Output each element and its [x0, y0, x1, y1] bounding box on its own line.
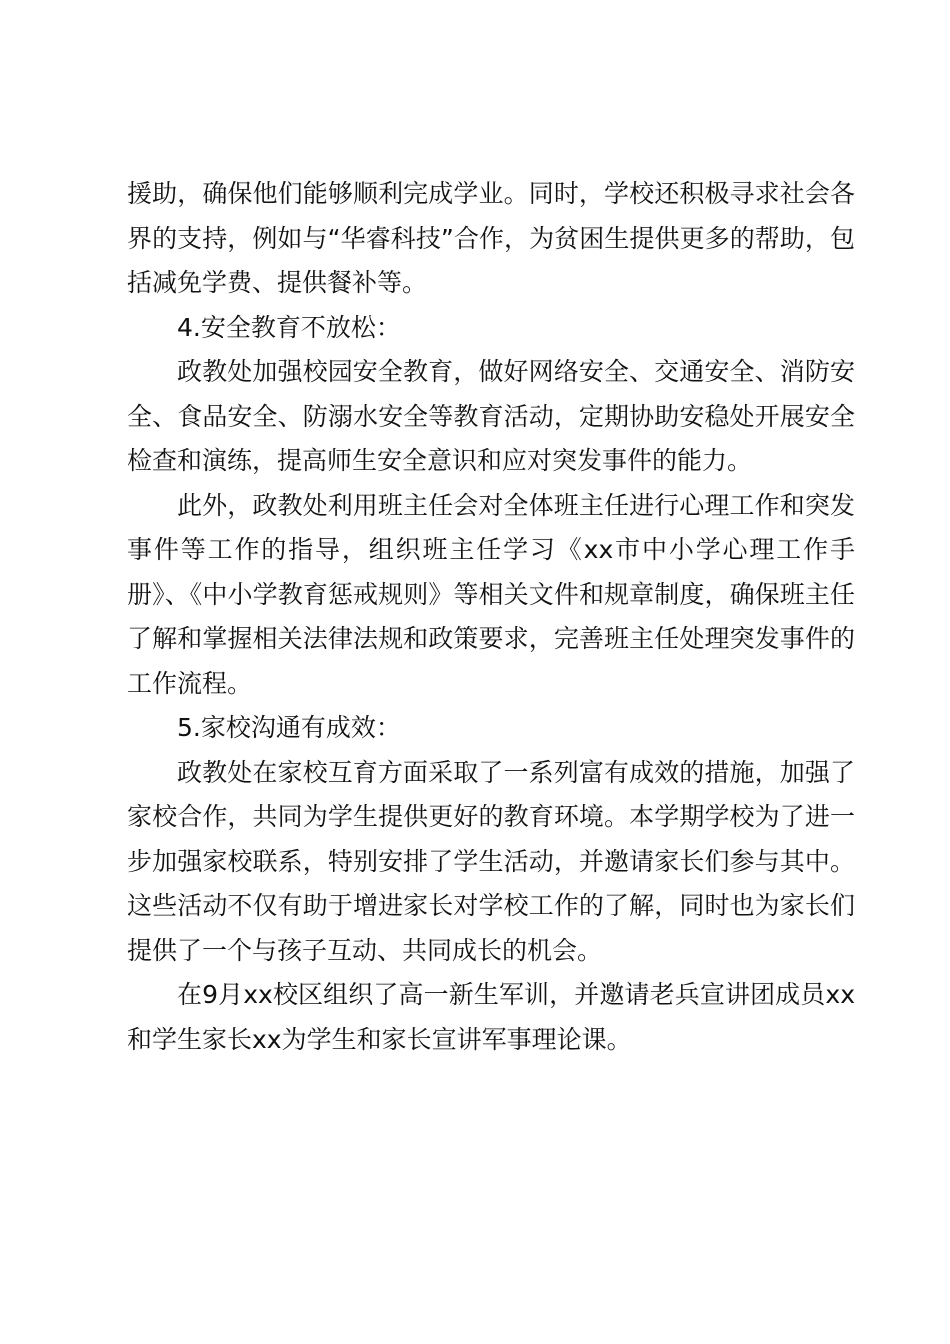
paragraph-military-training: 在9月xx校区组织了高一新生军训，并邀请老兵宣讲团成员xx和学生家长xx为学生和家长宣讲军事理论课。 — [127, 980, 855, 1054]
section-heading-safety-education: 4.安全教育不放松： — [177, 312, 401, 342]
paragraph-home-school: 政教处在家校互育方面采取了一系列富有成效的措施，加强了家校合作，共同为学生提供更好的教育环境。本学期学校为了进一步加强家校联系，特别安排了学生活动，并邀请家长们参与其中。这些活动不仅有助于增进家长对学校工作的了解，同时也为家长们提供了一个与孩子互动、共同成长的机会。 — [127, 757, 855, 965]
paragraph-continuation: 援助，确保他们能够顺利完成学业。同时，学校还积极寻求社会各界的支持，例如与“华睿科技”合作，为贫困生提供更多的帮助，包括减免学费、提供餐补等。 — [127, 179, 855, 297]
paragraph-teacher-guidance: 此外，政教处利用班主任会对全体班主任进行心理工作和突发事件等工作的指导，组织班主任学习《xx市中小学心理工作手册》、《中小学教育惩戒规则》等相关文件和规章制度，确保班主任了解和掌握相关法律法规和政策要求，完善班主任处理突发事件的工作流程。 — [127, 490, 855, 698]
section-heading-home-school: 5.家校沟通有成效： — [177, 713, 401, 742]
document-body — [127, 172, 855, 1062]
paragraph-safety-education: 政教处加强校园安全教育，做好网络安全、交通安全、消防安全、食品安全、防溺水安全等教育活动，定期协助安稳处开展安全检查和演练，提高师生安全意识和应对突发事件的能力。 — [127, 357, 855, 475]
